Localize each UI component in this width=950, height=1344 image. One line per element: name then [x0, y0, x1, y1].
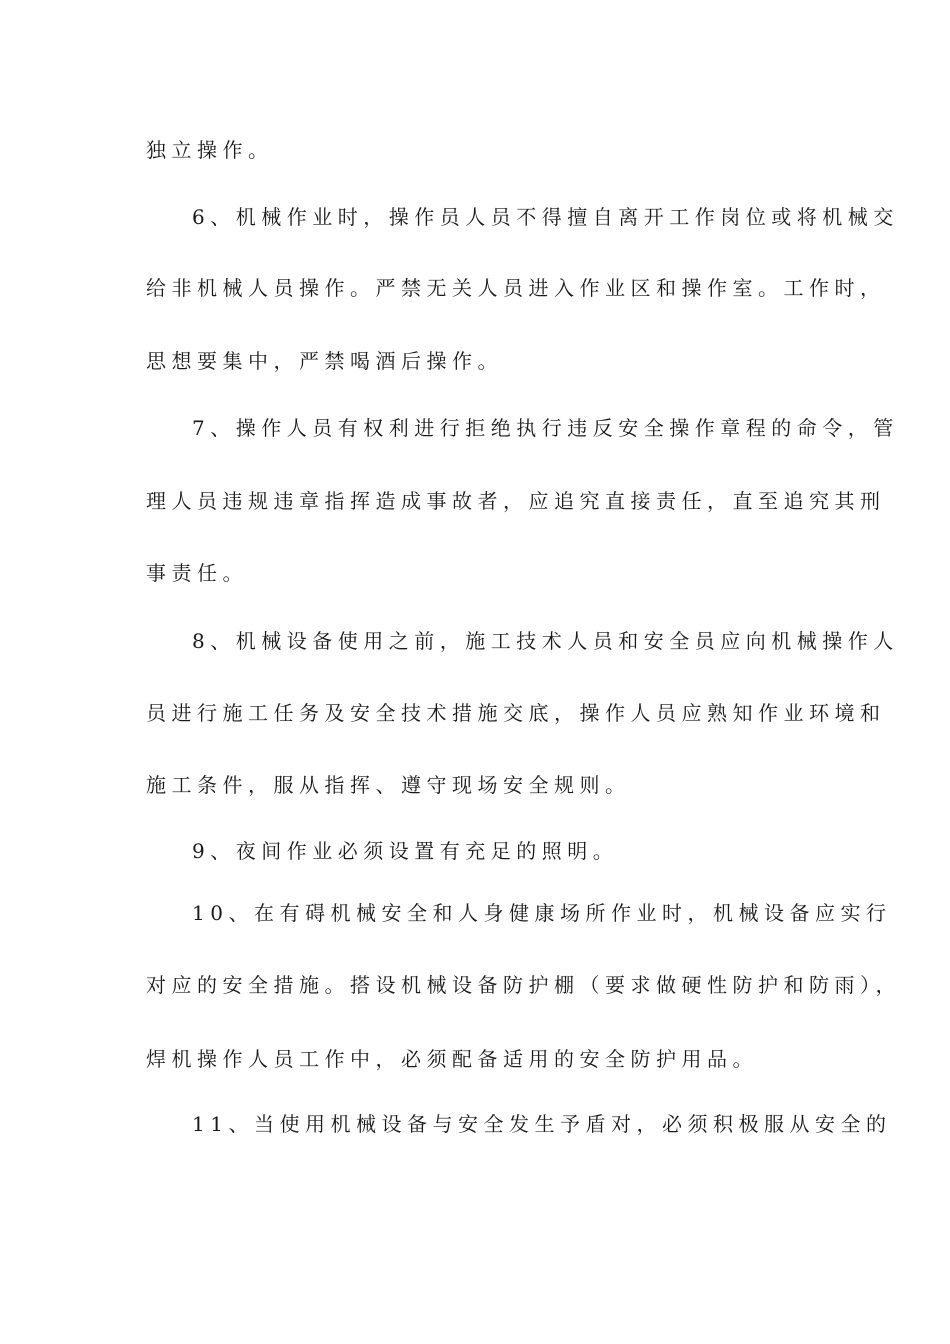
- text-line: 员进行施工任务及安全技术措施交底，操作人员应熟知作业环境和: [146, 701, 886, 725]
- text-line: 10、在有碍机械安全和人身健康场所作业时，机械设备应实行: [192, 901, 892, 925]
- text-line: 8、机械设备使用之前，施工技术人员和安全员应向机械操作人: [192, 629, 899, 653]
- text-line: 独立操作。: [146, 138, 274, 162]
- text-line: 7、操作人员有权利进行拒绝执行违反安全操作章程的命令，管: [192, 416, 899, 440]
- text-line: 11、当使用机械设备与安全发生予盾对，必须积极服从安全的: [192, 1112, 892, 1136]
- text-line: 思想要集中，严禁喝酒后操作。: [146, 349, 503, 373]
- text-line: 9、夜间作业必须设置有充足的照明。: [192, 839, 619, 863]
- text-line: 给非机械人员操作。严禁无关人员进入作业区和操作室。工作时，: [146, 276, 886, 300]
- text-line: 焊机操作人员工作中，必须配备适用的安全防护用品。: [146, 1047, 758, 1071]
- text-line: 施工条件，服从指挥、遵守现场安全规则。: [146, 773, 631, 797]
- text-line: 理人员违规违章指挥造成事故者，应追究直接责任，直至追究其刑: [146, 489, 886, 513]
- text-line: 事责任。: [146, 561, 248, 585]
- text-line: 6、机械作业时，操作员人员不得擅自离开工作岗位或将机械交: [192, 205, 899, 229]
- text-line: 对应的安全措施。搭设机械设备防护棚（要求做硬性防护和防雨），: [146, 973, 901, 997]
